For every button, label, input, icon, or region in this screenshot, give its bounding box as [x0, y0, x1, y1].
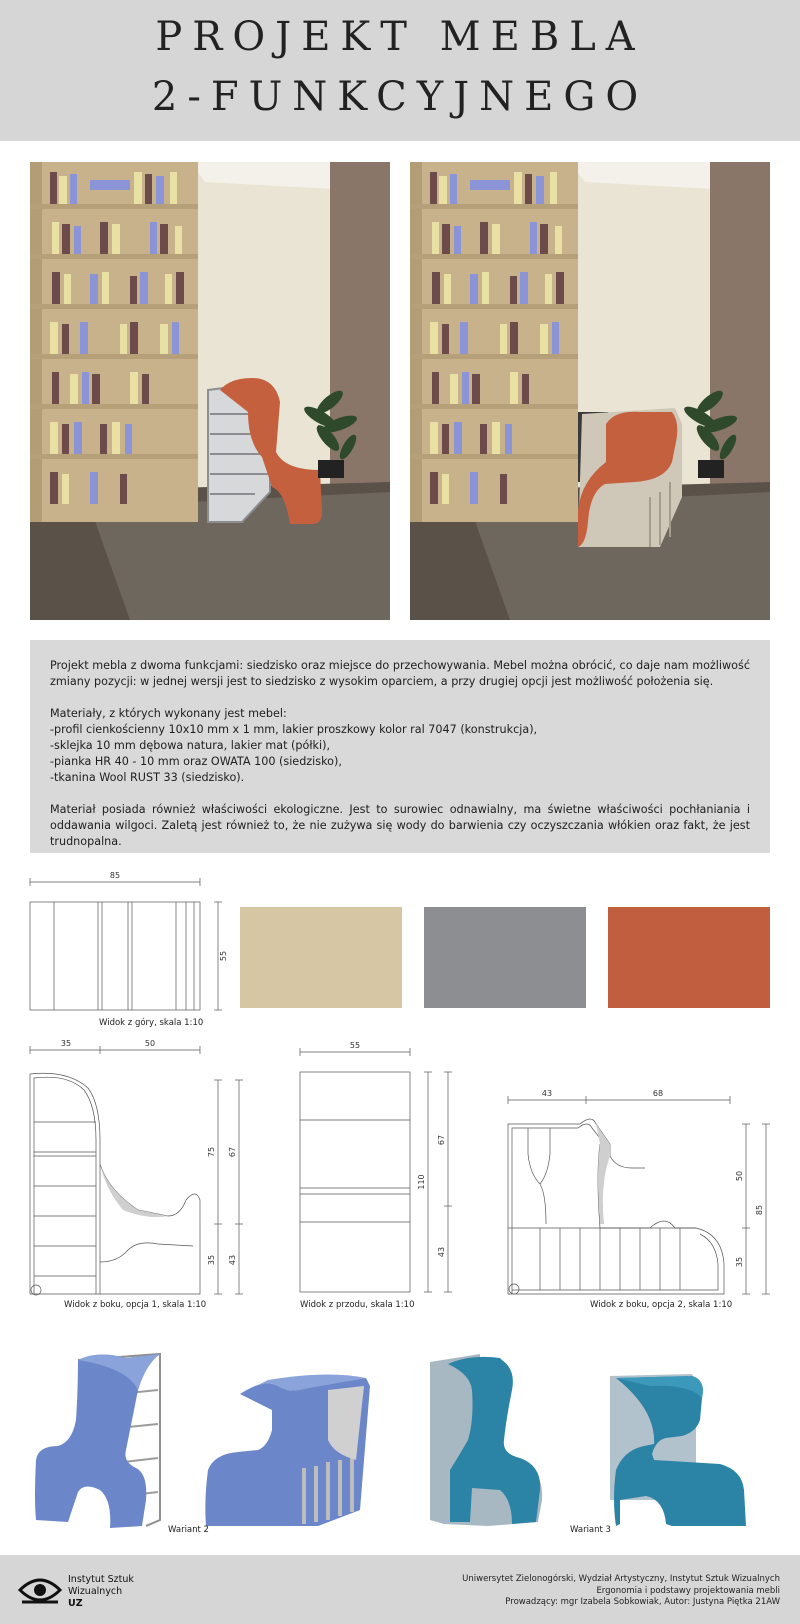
material-item: -profil cienkościenny 10x10 mm x 1 mm, lakier proszkowy kolor ral 7047 (konstrukcja), — [50, 723, 538, 736]
dimension-label: 55 — [219, 950, 228, 962]
page-title-line2: 2-FUNKCYJNEGO — [151, 74, 649, 120]
side-view-option1-caption: Widok z boku, opcja 1, skala 1:10 — [64, 1300, 207, 1310]
material-item: -tkanina Wool RUST 33 (siedzisko). — [50, 771, 245, 784]
dimension-label: 43 — [437, 1246, 446, 1258]
metal-profile-swatch — [424, 907, 586, 1008]
ecology-paragraph: Materiał posiada również właściwości ekologiczne. Jest to surowiec odnawialny, ma świetne właściwości pochłaniania i oddawania wilgoci. Zaletą jest również to, że nie zużywa się wody do barwienia czy oczyszczania włókien oraz fakt, że jest trudnopalna. — [50, 803, 750, 848]
room-render-option1 — [30, 162, 390, 620]
page-title-line1: PROJEKT MEBLA — [155, 14, 645, 60]
dimension-label: 85 — [755, 1204, 764, 1216]
logo-line: Instytut Sztuk — [68, 1574, 134, 1585]
dimension-label: 50 — [144, 1040, 156, 1048]
front-view-caption: Widok z przodu, skala 1:10 — [300, 1300, 415, 1310]
room-render-option2 — [410, 162, 770, 620]
dimension-label: 67 — [437, 1134, 446, 1146]
dimension-label: 35 — [60, 1040, 72, 1048]
dimension-label: 68 — [652, 1089, 664, 1098]
top-view-drawing — [28, 868, 228, 1016]
eye-logo-icon — [18, 1574, 62, 1608]
institute-logo-text — [68, 1574, 134, 1610]
dimension-label: 75 — [207, 1146, 216, 1158]
dimension-label: 50 — [735, 1170, 744, 1182]
top-view-caption: Widok z góry, skala 1:10 — [99, 1018, 204, 1028]
footer-info — [462, 1574, 780, 1609]
variant3-render-a — [430, 1354, 542, 1526]
variant3-render-b — [610, 1374, 746, 1526]
dimension-label: 67 — [228, 1146, 237, 1158]
variant2-render-a — [35, 1354, 160, 1528]
variant3-label: Wariant 3 — [570, 1525, 611, 1535]
variant2-label: Wariant 2 — [168, 1525, 209, 1535]
variant2-render-b — [205, 1374, 370, 1526]
dimension-label: 35 — [735, 1256, 744, 1268]
dimension-label: 55 — [349, 1041, 361, 1050]
footer-course: Ergonomia i podstawy projektowania mebli — [596, 1585, 780, 1596]
material-item: -pianka HR 40 - 10 mm oraz OWATA 100 (siedzisko), — [50, 755, 342, 768]
side-view-option2-drawing — [500, 1084, 775, 1302]
variant2-renders — [28, 1350, 388, 1536]
footer-authors: Prowadzący: mgr Izabela Sobkowiak, Autor: Justyna Piętka 21AW — [505, 1597, 780, 1607]
oak-plywood-swatch — [240, 907, 402, 1008]
dimension-label: 35 — [207, 1254, 216, 1266]
dimension-label: 85 — [109, 871, 121, 880]
variant3-renders — [420, 1350, 780, 1536]
footer-university: Uniwersytet Zielonogórski, Wydział Artystyczny, Instytut Sztuk Wizualnych — [462, 1574, 780, 1584]
description-panel — [30, 640, 770, 853]
side-view-option1-drawing — [28, 1040, 253, 1302]
materials-heading: Materiały, z których wykonany jest mebel: — [50, 707, 287, 720]
front-view-drawing — [290, 1040, 460, 1302]
dimension-label: 43 — [541, 1089, 553, 1098]
dimension-label: 110 — [417, 1174, 426, 1190]
material-item: -sklejka 10 mm dębowa natura, lakier mat (półki), — [50, 739, 331, 752]
side-view-option2-caption: Widok z boku, opcja 2, skala 1:10 — [590, 1300, 733, 1310]
logo-line: UZ — [68, 1598, 83, 1609]
dimension-label: 43 — [228, 1254, 237, 1266]
description-paragraph: Projekt mebla z dwoma funkcjami: siedzisko oraz miejsce do przechowywania. Mebel można obrócić, co daje nam możliwość zmiany pozycji: w jednej wersji jest to siedzisko z wysokim oparciem, a przy drugiej opcji jest możliwość położenia się. — [50, 659, 750, 688]
rust-fabric-swatch — [608, 907, 770, 1008]
logo-line: Wizualnych — [68, 1586, 123, 1597]
